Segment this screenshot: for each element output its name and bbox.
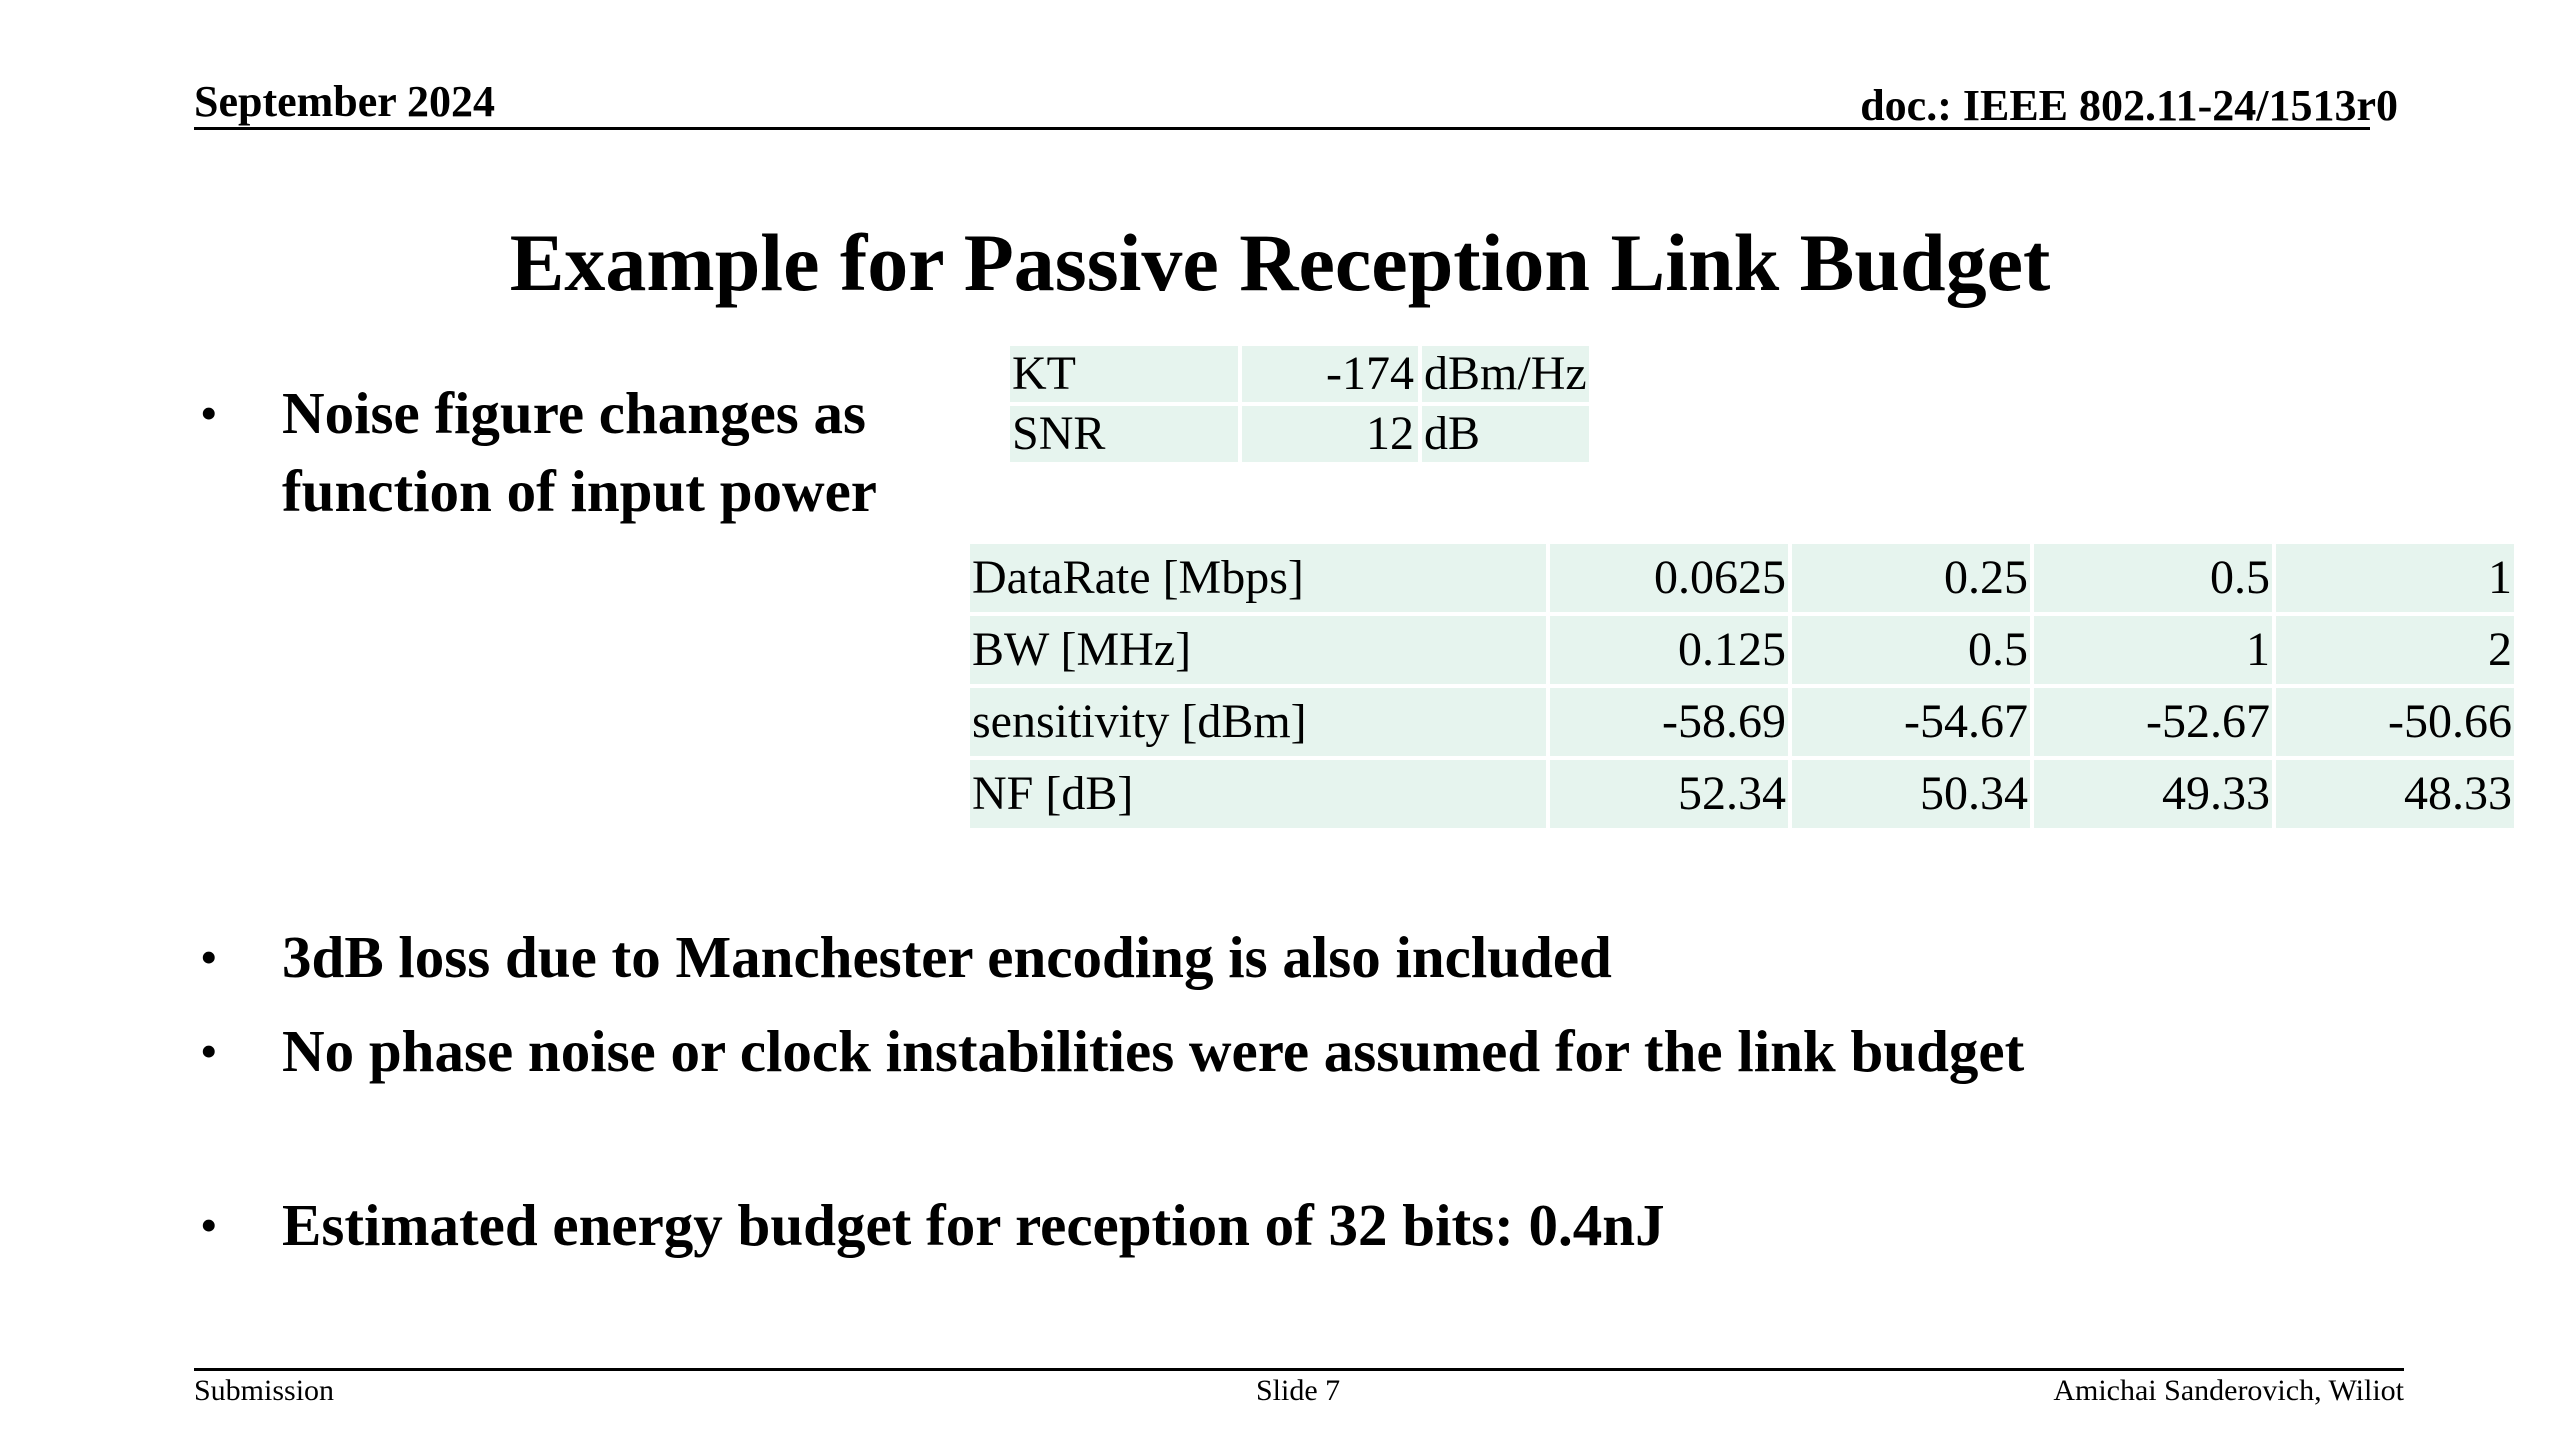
bullet-item bbox=[200, 374, 1042, 530]
bullet-item bbox=[200, 1186, 2182, 1264]
table-row bbox=[970, 760, 2514, 828]
cell-value: -50.66 bbox=[2276, 688, 2514, 756]
bullet-marker: • bbox=[200, 1023, 218, 1079]
cell-value: 50.34 bbox=[1792, 760, 2030, 828]
cell-value: 1 bbox=[2034, 616, 2272, 684]
cell-value: -54.67 bbox=[1792, 688, 2030, 756]
cell-value: 0.25 bbox=[1792, 544, 2030, 612]
constants-table bbox=[1006, 342, 1593, 466]
table-row bbox=[970, 688, 2514, 756]
cell-value: 1 bbox=[2276, 544, 2514, 612]
cell-value: -52.67 bbox=[2034, 688, 2272, 756]
row-label: sensitivity [dBm] bbox=[970, 688, 1546, 756]
cell-value: 12 bbox=[1242, 406, 1418, 462]
cell-value: 48.33 bbox=[2276, 760, 2514, 828]
header-date: September 2024 bbox=[194, 77, 496, 126]
cell-value: 0.5 bbox=[2034, 544, 2272, 612]
bullet-marker: • bbox=[200, 1197, 218, 1253]
row-label: DataRate [Mbps] bbox=[970, 544, 1546, 612]
cell-unit: dB bbox=[1422, 406, 1589, 462]
cell-value: 0.125 bbox=[1550, 616, 1788, 684]
bullet-text: Estimated energy budget for reception of 32 bits: 0.4nJ bbox=[282, 1192, 1665, 1258]
cell-value: 49.33 bbox=[2034, 760, 2272, 828]
bullet-marker: • bbox=[200, 929, 218, 985]
slide-title: Example for Passive Reception Link Budget bbox=[509, 217, 2051, 308]
table-row bbox=[1010, 346, 1589, 402]
bullet-text: Noise figure changes as function of input power bbox=[282, 380, 877, 524]
bullet-item bbox=[200, 918, 2182, 996]
table-row bbox=[970, 544, 2514, 612]
cell-value: 0.0625 bbox=[1550, 544, 1788, 612]
bullet-text: No phase noise or clock instabilities were assumed for the link budget bbox=[282, 1018, 2025, 1084]
header-doc-id: doc.: IEEE 802.11-24/1513r0 bbox=[1860, 81, 2398, 130]
cell-value: 0.5 bbox=[1792, 616, 2030, 684]
table-row bbox=[1010, 406, 1589, 462]
row-label: BW [MHz] bbox=[970, 616, 1546, 684]
footer-submission: Submission bbox=[194, 1374, 335, 1407]
row-label: SNR bbox=[1010, 406, 1238, 462]
cell-value: 2 bbox=[2276, 616, 2514, 684]
bullet-item bbox=[200, 1012, 2182, 1090]
footer-slide-number: Slide 7 bbox=[1256, 1374, 1341, 1407]
footer-author: Amichai Sanderovich, Wiliot bbox=[2053, 1374, 2404, 1407]
cell-unit: dBm/Hz bbox=[1424, 347, 1587, 400]
row-label: KT bbox=[1010, 346, 1238, 402]
row-label: NF [dB] bbox=[970, 760, 1546, 828]
cell-value: -58.69 bbox=[1550, 688, 1788, 756]
link-budget-table bbox=[966, 540, 2518, 832]
cell-value: 52.34 bbox=[1550, 760, 1788, 828]
bullet-marker: • bbox=[200, 385, 218, 441]
table-row bbox=[970, 616, 2514, 684]
footer-rule bbox=[194, 1368, 2404, 1371]
header-rule bbox=[194, 127, 2370, 130]
cell-value: -174 bbox=[1242, 346, 1418, 402]
bullet-text: 3dB loss due to Manchester encoding is also included bbox=[282, 924, 1612, 990]
